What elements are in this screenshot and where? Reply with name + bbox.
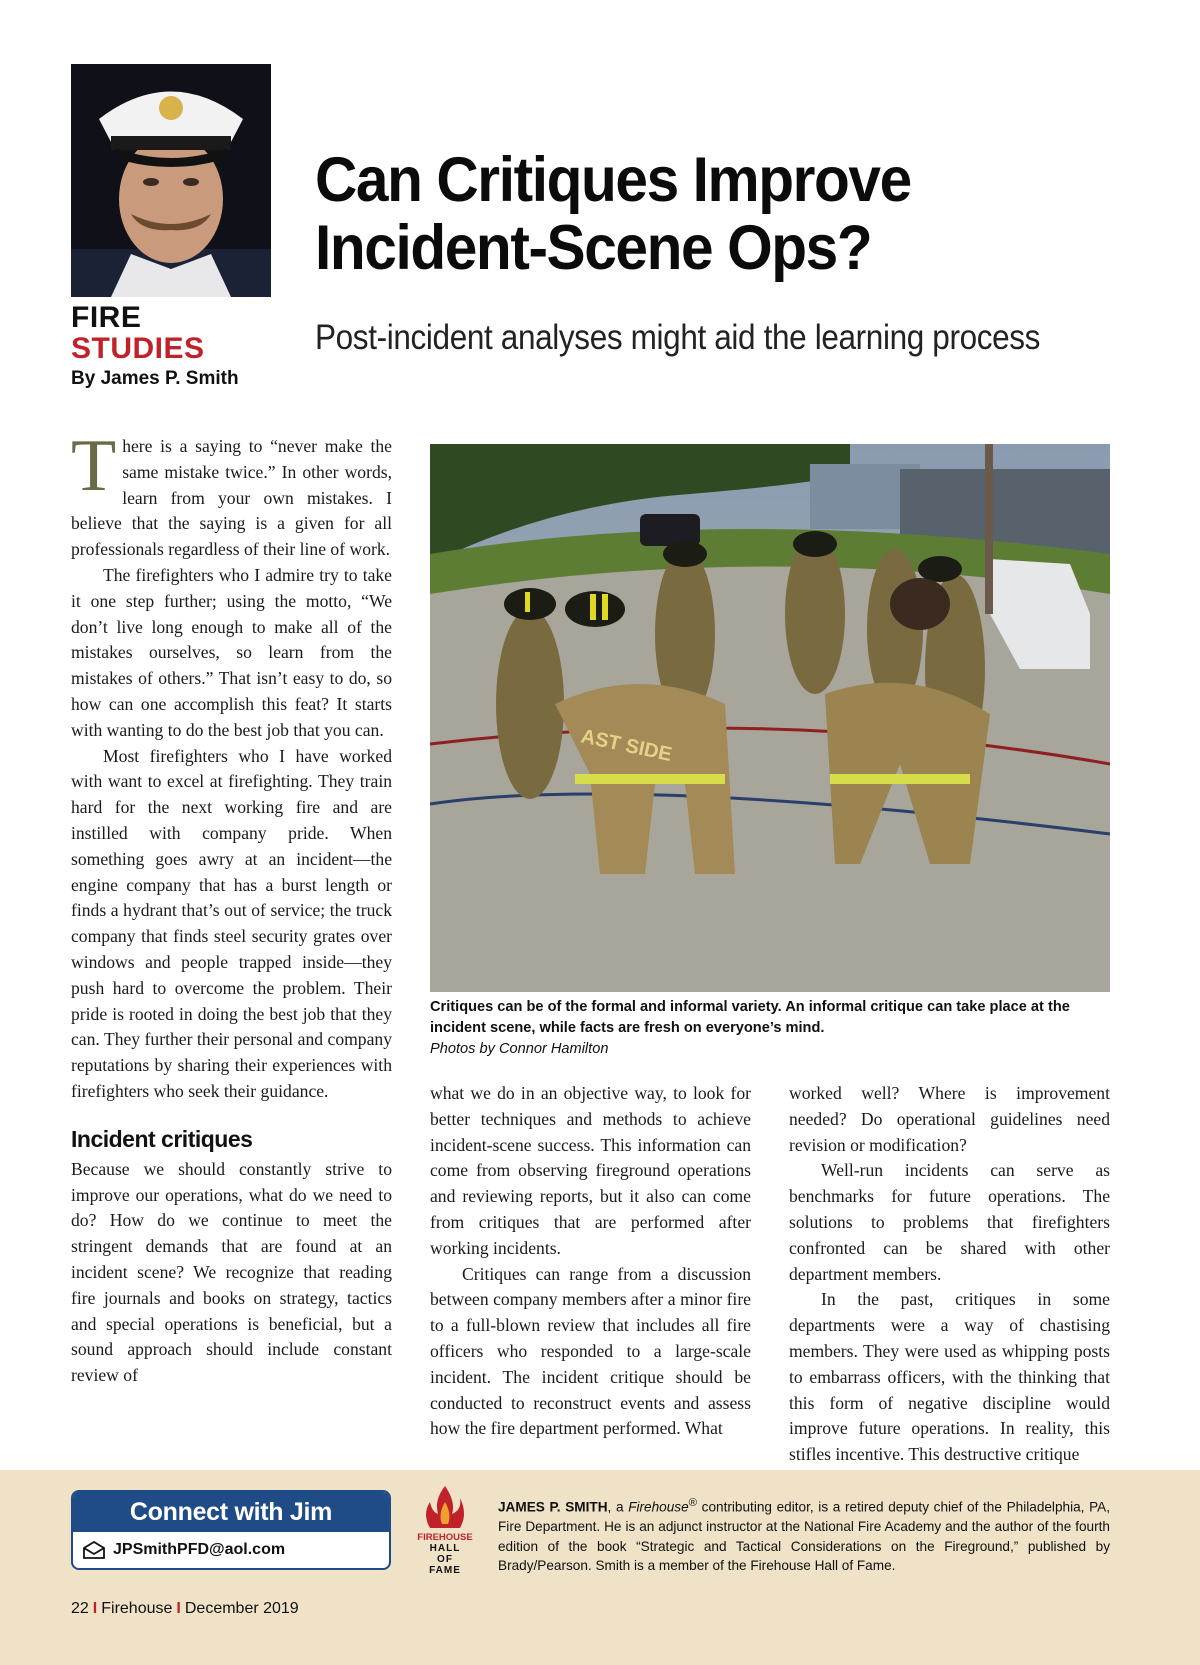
hof-line-3: OF [437, 1554, 453, 1565]
author-portrait-image [71, 64, 271, 297]
paragraph-5: Critiques can range from a discussion between company members after a minor fire to a full-blown review that includes all fire officers who responded to a large-scale incident. The incident critique should be conducted to reconstruct events and assess how the fire department performed. What [430, 1263, 751, 1439]
drop-cap: T [71, 425, 117, 507]
hof-line-2: HALL [429, 1543, 461, 1554]
folio-separator-1: I [92, 1600, 98, 1617]
column-label-line2: STUDIES [71, 332, 205, 365]
paragraph-4-continued: what we do in an objective way, to look for better techniques and methods to achieve incident-scene success. This information can come from observing fireground operations and reviewing reports, but it also can come from critiques that are performed after working incidents. [430, 1083, 751, 1258]
connect-title: Connect with Jim [73, 1492, 389, 1532]
bio-publication: Firehouse [628, 1499, 689, 1515]
section-heading: Incident critiques [71, 1125, 253, 1152]
column-label-line1: FIRE [71, 301, 142, 334]
caption-text: Critiques can be of the formal and informal variety. An informal critique can take place at the incident scene, while facts are fresh on everyone’s mind. [430, 999, 1070, 1036]
email-link[interactable]: JPSmithPFD@aol.com [113, 1541, 286, 1558]
article-title: Can Critiques Improve Incident-Scene Ops? [315, 145, 911, 283]
body-column-3 [789, 1081, 1110, 1468]
paragraph-2: The firefighters who I admire try to take it one step further; using the motto, “We don’t live long enough to make all of the mistakes ourselves, so learn from the mistakes of others.” That isn’t easy to do, so how can one accomplish this feat? It starts with wanting to do the best job that you can. [71, 564, 392, 740]
byline: By James P. Smith [71, 368, 239, 389]
firefighters-critique-photo [430, 444, 1110, 992]
paragraph-1 [71, 425, 392, 563]
page-number: 22 [71, 1600, 89, 1617]
author-bio [498, 1494, 1110, 1576]
issue-date: December 2019 [184, 1600, 299, 1617]
folio-separator-2: I [176, 1600, 181, 1617]
bio-registered-mark: ® [688, 1497, 698, 1509]
bio-connector: , a [607, 1499, 629, 1515]
photo-credit: Photos by Connor Hamilton [430, 1041, 609, 1057]
body-column-1 [71, 425, 392, 1389]
bio-text: contributing editor, is a retired deputy chief of the Philadelphia, PA, Fire Department. He is an adjunct instructor at the National Fire Academy and the author of the fourth edition of the book “Strategic and Tactical Considerations on the Fireground,” published by Brady/Pearson. Smith is a member of the Firehouse Hall of Fame. [498, 1499, 1110, 1574]
article-subtitle: Post-incident analyses might aid the learning process [315, 318, 1041, 357]
publication-name: Firehouse [101, 1600, 173, 1617]
page-folio [71, 1600, 299, 1618]
bio-name: JAMES P. SMITH [498, 1499, 608, 1515]
hof-line-4: FAME [429, 1565, 461, 1576]
column-label [71, 302, 205, 364]
paragraph-3: Most firefighters who I have worked with want to excel at firefighting. They train hard for the next working fire and are instilled with company pride. When something goes awry at an incident—the engine company that has a burst length or finds a hydrant that’s out of service; the truck company that finds steel security grates over windows and people trapped inside—they push hard to overcome the problem. Their pride is rooted in doing the best job that they can. They further their personal and company reputations by sharing their experiences with firefighters who seek their guidance. [71, 745, 392, 1101]
paragraph-7: In the past, critiques in some departments were a way of chastising members. They were used as whipping posts to embarrass officers, with the thinking that this form of negative discipline would improve future operations. In reality, this stifles incentive. This destructive critique [789, 1289, 1110, 1465]
hof-line-1: FIREHOUSE [417, 1532, 473, 1543]
author-headshot [71, 64, 271, 297]
photo-caption [430, 997, 1110, 1060]
jacket-lettering: AST SIDE [578, 725, 674, 767]
paragraph-4: Because we should constantly strive to improve our operations, what do we need to do? How do we continue to meet the stringent demands that are found at an incident scene? We recognize that reading fire journals and books on strategy, tactics and special operations is beneficial, but a sound approach should include constant review of [71, 1158, 392, 1386]
email-row[interactable] [73, 1532, 389, 1568]
paragraph-5-continued: worked well? Where is improvement needed? Do operational guidelines need revision or modification? [789, 1083, 1110, 1155]
envelope-icon [83, 1541, 105, 1559]
article-photo [430, 444, 1110, 992]
connect-box [71, 1490, 391, 1570]
body-column-2 [430, 1081, 751, 1442]
paragraph-1-text: here is a saying to “never make the same mistake twice.” In other words, learn from your own mistakes. I believe that the saying is a given for all professionals regardless of their line of work. [71, 436, 392, 560]
paragraph-6: Well-run incidents can serve as benchmarks for future operations. The solutions to problems that firefighters confronted can be shared with other department members. [789, 1160, 1110, 1284]
hall-of-fame-logo-text [414, 1532, 476, 1576]
